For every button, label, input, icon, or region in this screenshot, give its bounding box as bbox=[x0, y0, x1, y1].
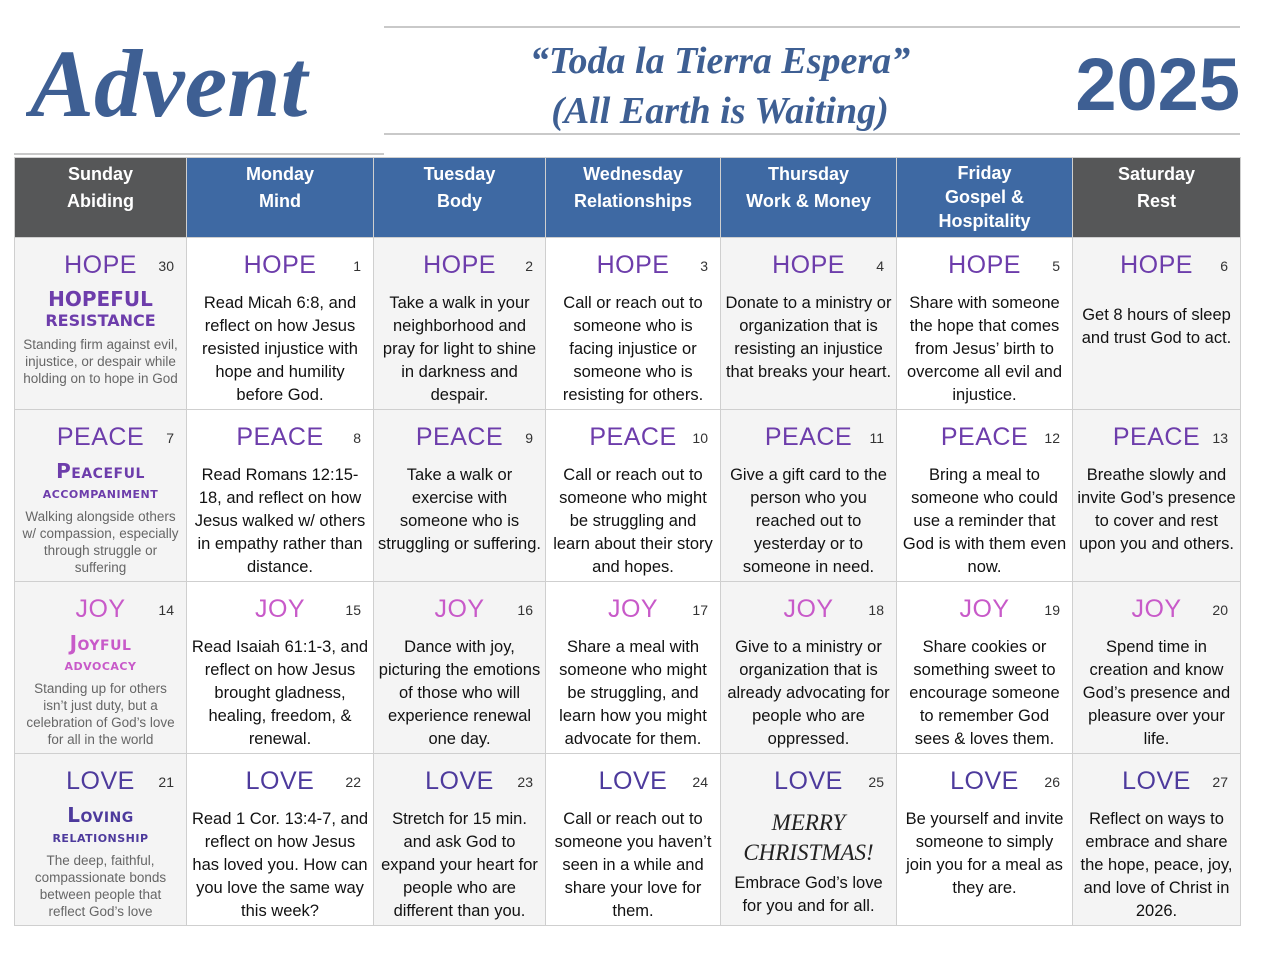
week-theme-word: PEACE bbox=[415, 423, 504, 451]
day-cell bbox=[374, 754, 546, 926]
header-thursday: Thursday Work & Money bbox=[721, 158, 897, 238]
day-number: 6 bbox=[1220, 258, 1228, 274]
day-number: 19 bbox=[1044, 602, 1060, 618]
day-number: 17 bbox=[692, 602, 708, 618]
day-activity: Dance with joy, picturing the emotions of those who will experience renewal one day. bbox=[378, 638, 541, 748]
week-theme-word: JOY bbox=[959, 595, 1010, 623]
week-theme-word: HOPE bbox=[243, 251, 317, 279]
header-friday: Friday Gospel & Hospitality bbox=[897, 158, 1073, 238]
week-theme-word: HOPE bbox=[596, 251, 670, 279]
day-activity: Donate to a ministry or organization that is resisting an injustice that breaks your heart. bbox=[725, 294, 892, 381]
day-activity: Take a walk in your neighborhood and pray for light to shine in darkness and despair. bbox=[382, 294, 537, 404]
day-activity: Read Romans 12:15-18, and reflect on how Jesus walked w/ others in empathy rather than distance. bbox=[194, 466, 366, 576]
sunday-cell bbox=[15, 582, 187, 754]
week-theme-word: LOVE bbox=[598, 767, 668, 795]
title-rule-top bbox=[384, 26, 1240, 28]
day-cell bbox=[1073, 754, 1241, 926]
day-number: 16 bbox=[517, 602, 533, 618]
day-number: 8 bbox=[353, 430, 361, 446]
sunday-theme-title bbox=[15, 288, 186, 332]
day-number: 24 bbox=[692, 774, 708, 790]
week-theme-word: HOPE bbox=[64, 251, 137, 279]
sunday-theme-description: Standing up for others isn’t just duty, but a celebration of God’s love for all in the world bbox=[26, 681, 175, 747]
day-cell bbox=[1073, 582, 1241, 754]
day-cell bbox=[187, 410, 374, 582]
header-monday: Monday Mind bbox=[187, 158, 374, 238]
week-theme-word: PEACE bbox=[1112, 423, 1201, 451]
day-cell bbox=[187, 754, 374, 926]
day-activity: Read Micah 6:8, and reflect on how Jesus resisted injustice with hope and humility before God. bbox=[202, 294, 358, 404]
week-theme-word: JOY bbox=[1131, 595, 1182, 623]
header-tuesday: Tuesday Body bbox=[374, 158, 546, 238]
week-theme-word: JOY bbox=[434, 595, 485, 623]
day-number: 9 bbox=[525, 430, 533, 446]
day-cell bbox=[374, 238, 546, 410]
day-number: 26 bbox=[1044, 774, 1060, 790]
day-cell bbox=[897, 238, 1073, 410]
day-activity: Read 1 Cor. 13:4-7, and reflect on how Jesus has loved you. How can you love the same way this week? bbox=[191, 810, 369, 920]
advent-logo bbox=[26, 28, 356, 140]
day-activity: Take a walk or exercise with someone who is struggling or suffering. bbox=[378, 466, 541, 553]
day-cell bbox=[546, 410, 721, 582]
sunday-theme-title-line-1: Joyful bbox=[69, 631, 132, 655]
day-cell bbox=[374, 410, 546, 582]
day-activity: Share cookies or something sweet to encourage someone to remember God sees & loves them. bbox=[909, 638, 1060, 748]
sunday-cell bbox=[15, 410, 187, 582]
sunday-cell bbox=[15, 754, 187, 926]
header-wednesday: Wednesday Relationships bbox=[546, 158, 721, 238]
day-cell bbox=[721, 754, 897, 926]
day-cell bbox=[187, 238, 374, 410]
sunday-theme-description: Walking alongside others w/ compassion, especially through struggle or suffering bbox=[22, 509, 179, 575]
week-row bbox=[15, 754, 1241, 926]
day-cell bbox=[187, 582, 374, 754]
sunday-cell bbox=[15, 238, 187, 410]
day-number: 3 bbox=[700, 258, 708, 274]
christmas-greeting: MERRY CHRISTMAS! bbox=[743, 810, 874, 865]
header-sunday: Sunday Abiding bbox=[15, 158, 187, 238]
week-theme-word: LOVE bbox=[66, 767, 135, 795]
theme-line-1: “Toda la Tierra Espera” bbox=[529, 40, 911, 82]
week-row bbox=[15, 238, 1241, 410]
day-cell bbox=[897, 410, 1073, 582]
sunday-theme-title-line-2: RESISTANCE bbox=[45, 311, 156, 330]
day-number: 15 bbox=[345, 602, 361, 618]
week-theme-word: LOVE bbox=[1122, 767, 1191, 795]
day-number: 25 bbox=[868, 774, 884, 790]
day-activity: Give a gift card to the person who you reached out to yesterday or to someone in need. bbox=[730, 466, 887, 576]
week-theme-word: JOY bbox=[607, 595, 659, 623]
week-theme-word: PEACE bbox=[236, 423, 324, 451]
day-activity: Embrace God’s love for you and for all. bbox=[734, 874, 883, 915]
week-row bbox=[15, 410, 1241, 582]
weekday-header-row bbox=[15, 158, 1241, 238]
sunday-theme-title-line-1: Loving bbox=[67, 803, 134, 827]
week-theme-word: JOY bbox=[75, 595, 126, 623]
svg-text:Advent: Advent bbox=[30, 30, 308, 137]
week-theme-word: PEACE bbox=[940, 423, 1029, 451]
day-number: 18 bbox=[868, 602, 884, 618]
day-activity: Get 8 hours of sleep and trust God to act. bbox=[1081, 306, 1232, 347]
day-number: 22 bbox=[345, 774, 361, 790]
sunday-theme-title bbox=[15, 804, 186, 848]
day-number: 4 bbox=[876, 258, 884, 274]
day-cell bbox=[721, 582, 897, 754]
sunday-theme-description: Standing firm against evil, injustice, or despair while holding on to hope in God bbox=[23, 337, 178, 386]
day-activity: Share with someone the hope that comes from Jesus’ birth to overcome all evil and injustice. bbox=[907, 294, 1062, 404]
sunday-theme-description: The deep, faithful, compassionate bonds between people that reflect God’s love bbox=[34, 853, 167, 919]
sunday-theme-title-line-2: relationship bbox=[52, 827, 149, 846]
header-saturday: Saturday Rest bbox=[1073, 158, 1241, 238]
day-number: 1 bbox=[353, 258, 361, 274]
day-cell bbox=[721, 410, 897, 582]
week-theme-word: LOVE bbox=[950, 767, 1019, 795]
week-theme-word: HOPE bbox=[423, 251, 496, 279]
day-cell bbox=[546, 582, 721, 754]
theme-title bbox=[470, 36, 970, 136]
day-number: 10 bbox=[692, 430, 708, 446]
sunday-theme-title-line-2: advocacy bbox=[64, 655, 137, 674]
day-number: 5 bbox=[1052, 258, 1060, 274]
day-number: 11 bbox=[869, 430, 884, 446]
week-theme-word: HOPE bbox=[1120, 251, 1193, 279]
day-activity: Be yourself and invite someone to simply join you for a meal as they are. bbox=[905, 810, 1064, 897]
advent-logo-lettering bbox=[26, 28, 356, 140]
sunday-theme-title-line-1: Peaceful bbox=[56, 459, 145, 483]
day-number: 27 bbox=[1212, 774, 1228, 790]
day-activity: Call or reach out to someone who might be struggling and learn about their story and hopes. bbox=[553, 466, 713, 576]
day-number: 14 bbox=[158, 602, 174, 618]
week-theme-word: JOY bbox=[254, 595, 306, 623]
advent-calendar bbox=[14, 157, 1241, 926]
day-number: 21 bbox=[158, 774, 174, 790]
day-cell bbox=[546, 754, 721, 926]
day-cell bbox=[897, 582, 1073, 754]
day-activity: Reflect on ways to embrace and share the hope, peace, joy, and love of Christ in 2026. bbox=[1080, 810, 1233, 920]
week-theme-word: HOPE bbox=[948, 251, 1021, 279]
day-cell bbox=[721, 238, 897, 410]
day-activity: Share a meal with someone who might be struggling, and learn how you might advocate for them. bbox=[559, 638, 707, 748]
sunday-theme-title-line-1: HOPEFUL bbox=[48, 287, 153, 311]
day-number: 13 bbox=[1212, 430, 1228, 446]
day-activity: Call or reach out to someone you haven’t seen in a while and share your love for them. bbox=[554, 810, 712, 920]
week-theme-word: LOVE bbox=[425, 767, 494, 795]
sunday-theme-title-line-2: accompaniment bbox=[42, 483, 159, 502]
day-number: 20 bbox=[1212, 602, 1228, 618]
week-row bbox=[15, 582, 1241, 754]
day-activity: Read Isaiah 61:1-3, and reflect on how Jesus brought gladness, healing, freedom, & renewal. bbox=[191, 638, 369, 748]
day-number: 23 bbox=[517, 774, 533, 790]
week-theme-word: PEACE bbox=[764, 423, 853, 451]
week-theme-word: HOPE bbox=[772, 251, 845, 279]
day-cell bbox=[1073, 410, 1241, 582]
day-cell bbox=[546, 238, 721, 410]
day-cell bbox=[897, 754, 1073, 926]
day-activity: Call or reach out to someone who is facing injustice or someone who is resisting for others. bbox=[562, 294, 704, 404]
theme-line-2: (All Earth is Waiting) bbox=[551, 90, 889, 132]
day-activity: Spend time in creation and know God’s presence and pleasure over your life. bbox=[1082, 638, 1231, 748]
day-number: 30 bbox=[158, 258, 174, 274]
day-activity: Breathe slowly and invite God’s presence to cover and rest upon you and others. bbox=[1077, 466, 1236, 553]
sunday-theme-title bbox=[15, 460, 186, 504]
day-cell bbox=[374, 582, 546, 754]
day-number: 2 bbox=[525, 258, 533, 274]
day-activity: Give to a ministry or organization that is already advocating for people who are oppressed. bbox=[727, 638, 890, 748]
day-cell bbox=[1073, 238, 1241, 410]
title-rule-bottom bbox=[384, 133, 1240, 135]
day-activity: Bring a meal to someone who could use a reminder that God is with them even now. bbox=[902, 466, 1067, 576]
day-number: 7 bbox=[166, 430, 174, 446]
year-label: 2025 bbox=[1075, 43, 1240, 126]
day-number: 12 bbox=[1044, 430, 1060, 446]
week-theme-word: JOY bbox=[783, 595, 834, 623]
week-theme-word: LOVE bbox=[774, 767, 843, 795]
day-activity: Stretch for 15 min. and ask God to expand your heart for people who are different than you. bbox=[381, 810, 538, 920]
week-theme-word: PEACE bbox=[56, 423, 145, 451]
week-theme-word: PEACE bbox=[589, 423, 677, 451]
week-theme-word: LOVE bbox=[245, 767, 315, 795]
sunday-theme-title bbox=[15, 632, 186, 676]
logo-divider bbox=[14, 153, 384, 155]
